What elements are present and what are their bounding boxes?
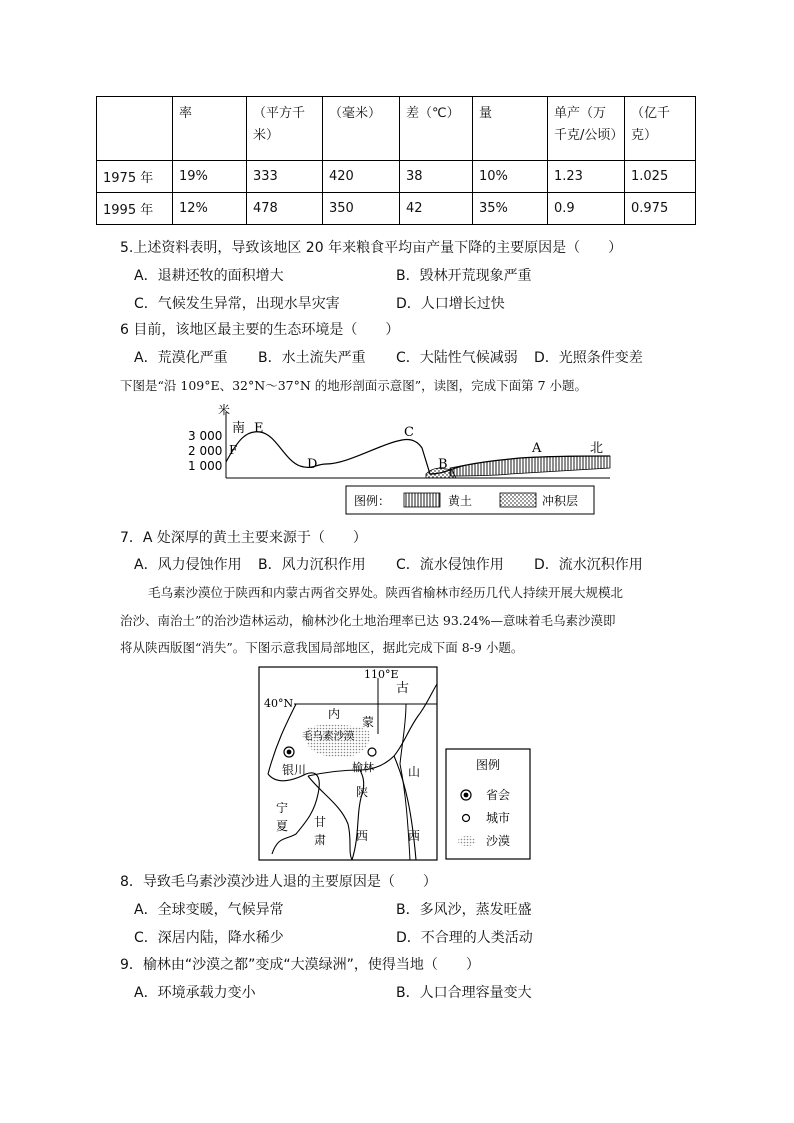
- map-label-xi-shaanxi: 西: [356, 829, 369, 843]
- table-cell: 42: [400, 193, 473, 225]
- table-header-cell: （毫米）: [323, 97, 400, 161]
- table-header-row: [97, 97, 696, 161]
- table-cell: 19%: [173, 161, 247, 193]
- q5-option-a[interactable]: A．退耕还牧的面积增大: [134, 268, 284, 284]
- q7-option-c[interactable]: C．流水侵蚀作用: [396, 557, 504, 573]
- table-cell: 350: [323, 193, 400, 225]
- passage-line-2: 治沙、南治土”的治沙造林运动，榆林沙化土地治理率已达 93.24%—意味着毛乌素沙漠即: [120, 613, 616, 628]
- q8-option-d[interactable]: D．不合理的人类活动: [396, 930, 533, 946]
- capital-dot: [287, 750, 292, 755]
- point-a-label: A: [532, 441, 542, 456]
- table-cell: 1995 年: [97, 193, 173, 225]
- map-label-xia: 夏: [276, 819, 289, 833]
- q8-option-c[interactable]: C．深居内陆，降水稀少: [134, 930, 284, 946]
- q5-option-d[interactable]: D．人口增长过快: [396, 296, 505, 312]
- map-label-gu: 古: [396, 681, 410, 696]
- q7-option-d[interactable]: D．流水沉积作用: [534, 557, 643, 573]
- table-cell: 12%: [173, 193, 247, 225]
- profile-legend-title: 图例：: [354, 494, 391, 508]
- region-map: [256, 664, 536, 864]
- q9-option-b[interactable]: B．人口合理容量变大: [396, 985, 532, 1001]
- table-cell: 1975 年: [97, 161, 173, 193]
- map-legend-city: 城市: [486, 811, 511, 825]
- point-d-label: D: [307, 457, 318, 472]
- question-5-stem: 5.上述资料表明，导致该地区 20 年来粮食平均亩产量下降的主要原因是（ ）: [120, 240, 623, 256]
- q6-option-b[interactable]: B．水土流失严重: [258, 350, 366, 366]
- q6-option-a[interactable]: A．荒漠化严重: [134, 350, 228, 366]
- table-cell: 1.23: [548, 161, 625, 193]
- table-cell: 0.9: [548, 193, 625, 225]
- table-header-cell: （亿千克）: [625, 97, 696, 161]
- desert-legend-icon: [458, 836, 476, 846]
- point-b-label: B: [438, 457, 448, 472]
- y-axis-unit: 米: [218, 403, 231, 417]
- q5-option-c[interactable]: C．气候发生异常，出现水旱灾害: [134, 296, 340, 312]
- map-label-shaan: 陕: [356, 785, 369, 799]
- north-label: 北: [590, 441, 604, 456]
- map-legend-desert: 沙漠: [486, 834, 511, 848]
- data-table: [96, 96, 696, 225]
- table-cell: 0.975: [625, 193, 696, 225]
- alluvial-legend-swatch: [500, 493, 536, 507]
- passage-line-3: 将从陕西版图“消失”。下图示意我国局部地区，据此完成下面 8-9 小题。: [120, 640, 524, 655]
- map-label-meng: 蒙: [362, 715, 375, 729]
- table-cell: 35%: [473, 193, 548, 225]
- table-cell: 333: [247, 161, 323, 193]
- table-header-cell: 差（℃）: [400, 97, 473, 161]
- map-legend-title: 图例: [476, 758, 501, 772]
- table-header-cell: 单产（万 千克/公顷）: [548, 97, 625, 161]
- y-tick-label: 1 000: [188, 459, 223, 473]
- q6-option-d[interactable]: D．光照条件变差: [534, 350, 643, 366]
- map-label-shan: 山: [408, 765, 421, 779]
- point-e-label: E: [254, 421, 264, 436]
- q7-option-a[interactable]: A．风力侵蚀作用: [134, 557, 242, 573]
- q7-option-b[interactable]: B．风力沉积作用: [258, 557, 366, 573]
- y-tick-label: 2 000: [188, 444, 223, 458]
- table-cell: 420: [323, 161, 400, 193]
- latitude-label: 40°N: [264, 697, 294, 710]
- loess-legend-label: 黄土: [448, 494, 473, 508]
- q6-option-c[interactable]: C．大陆性气候减弱: [396, 350, 518, 366]
- table-row: [97, 161, 696, 193]
- loess-layer: [450, 456, 610, 476]
- map-label-su: 肃: [314, 833, 327, 847]
- longitude-label: 110°E: [364, 668, 399, 681]
- alluvial-legend-label: 冲积层: [542, 494, 579, 508]
- question-6-stem: 6 目前，该地区最主要的生态环境是（ ）: [120, 322, 400, 338]
- intro-q7: 下图是“沿 109°E、32°N～37°N 的地形剖面示意图”，读图，完成下面第 7 小题。: [120, 378, 588, 393]
- table-cell: 10%: [473, 161, 548, 193]
- terrain-profile-diagram: [180, 400, 620, 520]
- q5-option-b[interactable]: B．毁林开荒现象严重: [396, 268, 532, 284]
- map-label-yulin: 榆林: [352, 761, 374, 774]
- question-8-stem: 8．导致毛乌素沙漠沙进人退的主要原因是（ ）: [120, 874, 437, 890]
- map-label-xi-shanxi: 西: [408, 829, 421, 843]
- question-7-stem: 7．A 处深厚的黄土主要来源于（ ）: [120, 530, 367, 546]
- south-label: 南: [232, 421, 246, 436]
- city-legend-icon: [463, 815, 470, 822]
- q9-option-a[interactable]: A．环境承载力变小: [134, 985, 256, 1001]
- question-9-stem: 9．榆林由“沙漠之都”变成“大漠绿洲”，使得当地（ ）: [120, 957, 480, 973]
- table-header-cell: （平方千 米）: [247, 97, 323, 161]
- map-legend-capital: 省会: [486, 788, 511, 802]
- table-cell: 478: [247, 193, 323, 225]
- table-cell: 1.025: [625, 161, 696, 193]
- point-f-label: F: [229, 443, 238, 457]
- capital-legend-dot: [464, 793, 469, 798]
- table-header-cell: [97, 97, 173, 161]
- point-c-label: C: [404, 425, 414, 440]
- passage-line-1: 毛乌素沙漠位于陕西和内蒙古两省交界处。陕西省榆林市经历几代人持续开展大规模北: [148, 585, 624, 600]
- table-header-cell: 率: [173, 97, 247, 161]
- map-label-mu-us-desert: 毛乌素沙漠: [302, 730, 355, 742]
- loess-legend-swatch: [404, 493, 440, 507]
- y-tick-label: 3 000: [188, 429, 223, 443]
- map-label-nei: 内: [328, 707, 341, 721]
- map-label-yinchuan: 银川: [282, 763, 307, 777]
- map-label-gan: 甘: [314, 815, 327, 829]
- yulin-city-marker: [368, 748, 376, 756]
- map-label-ning: 宁: [276, 801, 289, 815]
- table-row: [97, 193, 696, 225]
- table-cell: 38: [400, 161, 473, 193]
- q8-option-b[interactable]: B．多风沙，蒸发旺盛: [396, 902, 532, 918]
- table-header-cell: 量: [473, 97, 548, 161]
- q8-option-a[interactable]: A．全球变暖，气候异常: [134, 902, 284, 918]
